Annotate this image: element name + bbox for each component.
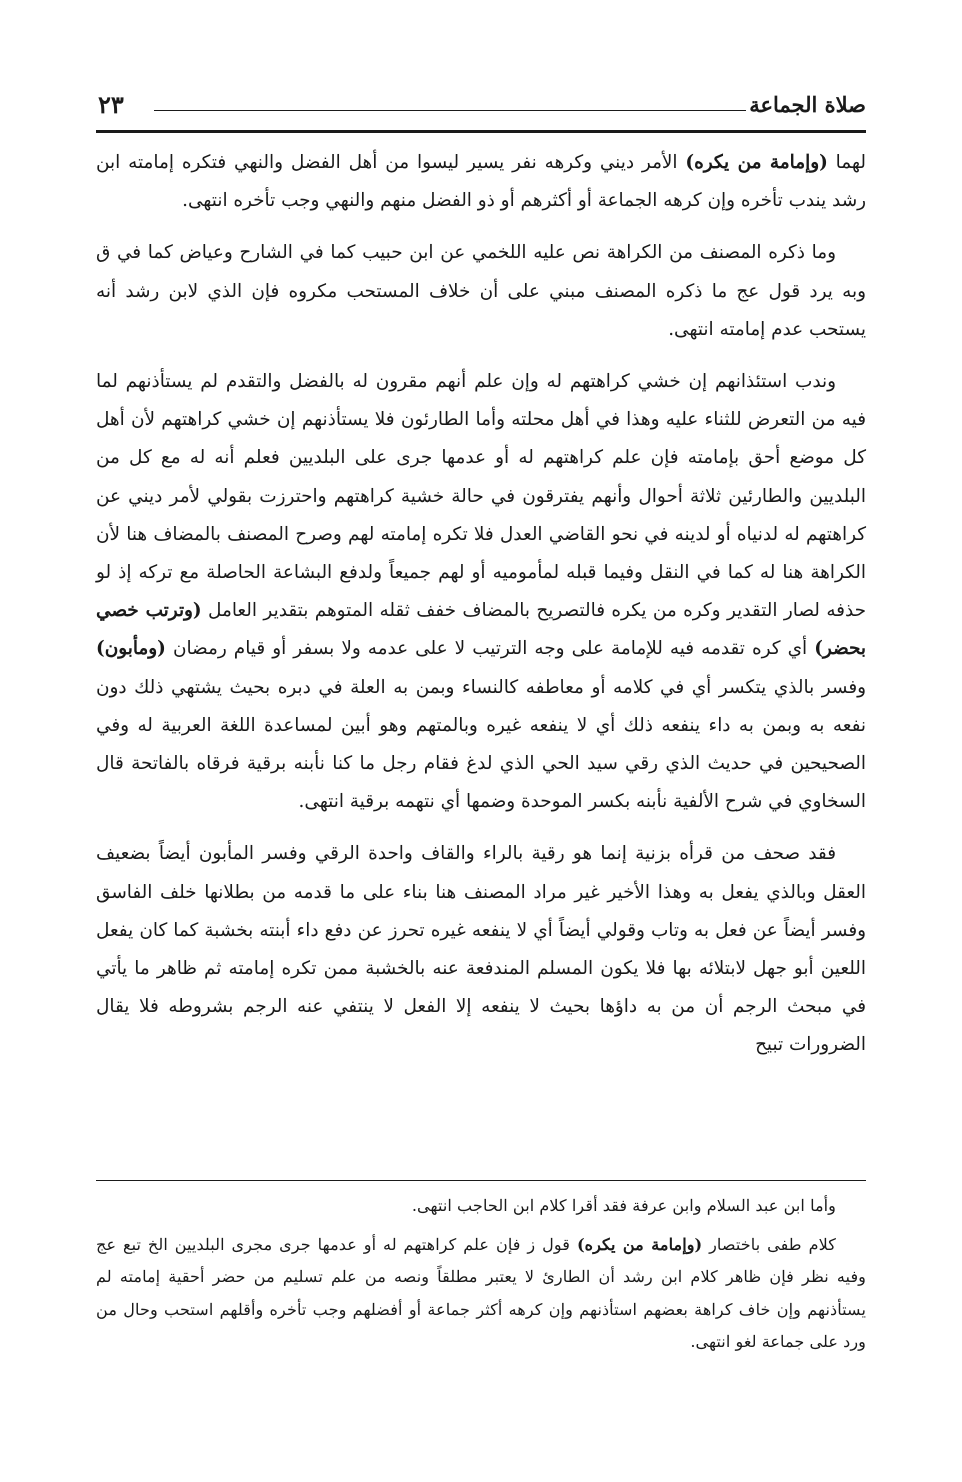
- commented-phrase: (وترتب خصي بحضر): [96, 600, 866, 660]
- paragraph-4: فقد صحف من قرأه بزنية إنما هو رقية بالراء والقاف واحدة الرقي وفسر المأبون أيضاً بضعيف العقل وبالذي يفعل به وهذا الأخير غير مراد المصنف هنا بناء على ما قدمه من بطلانها خلف الفاسق وفسر أيضاً عن فعل به وتاب وقولي أيضاً أي لا ينفعه غيره تحرز عن دفع داء أبنته بخشبة كما كان يفعل اللعين أبو جهل لابتلائه بها فلا يكون المسلم المندفعة عنه بالخشبة ممن تكره إمامته ثم ظاهر ما يأتي في مبحث الرجم أن من به داؤها بحيث لا ينفعه إلا الفعل لا ينتفي عنه الرجم بشروطه فلا يقال الضرورات تبيح: [96, 843, 866, 1056]
- main-text: [96, 144, 866, 1079]
- text-span: كلام طفى باختصار: [702, 1234, 836, 1254]
- footnotes: [96, 1190, 866, 1365]
- running-header: [96, 88, 866, 128]
- text-span: أي كره تقدمه فيه للإمامة على وجه الترتيب لا على عدمه ولا بسفر أو قيام رمضان: [165, 638, 815, 660]
- commented-phrase: (ومأبون): [96, 638, 166, 660]
- text-span: وفسر بالذي يتكسر أي في كلامه أو معاطفه كالنساء وبمن به العلة في دبره بحيث يشتهي ذلك دون نفعه به وبمن به داء ينفعه ذلك أي لا ينفعه غيره وبالمتهم وهو أبين لمساعدة اللغة العربية له وفي الصحيحين في حديث الذي رقي سيد الحي الذي لدغ فقام رجل ما كنا نأبنه برقية فرقاه بالفاتحة قال السخاوي في شرح الألفية نأبنه بكسر الموحدة وضمها أي نتهمه برقية انتهى.: [96, 676, 866, 813]
- footnote-1: وأما ابن عبد السلام وابن عرفة فقد أقرا كلام ابن الحاجب انتهى.: [411, 1196, 836, 1215]
- commented-phrase: (وإمامة من يكره): [685, 152, 828, 173]
- footnote-separator: [96, 1180, 866, 1181]
- header-divider: [96, 130, 866, 133]
- footnote-2: [96, 1229, 866, 1359]
- text-span: وندب استئذانهم إن خشي كراهتهم له وإن علم أنهم مقرون له بالفضل والتقدم لم يستأذنهم لما فيه من التعرض للثناء عليه وهذا في أهل محلته وأما الطارئون فلا يستأذنهم إن خشي كراهتهم لأن أهل كل موضع أحق بإمامته فإن علم كراهتهم له أو عدمها جرى على البلديين فعلم أنه له مع كل من البلديين والطارئين ثلاثة أحوال وأنهم يفترقون في حالة خشية كراهتهم واحترزت بقولي لأمر ديني عن كراهتهم له لدنياه أو لدينه في نحو القاضي العدل فلا تكره إمامته لهم وصرح المصنف بالمضاف هنا لأن الكراهة هنا له كما في النقل وفيما قبله لمأموميه أو لهم جميعاً ولدفع البشاعة الحاصلة مع تركه إذ لو حذفه لصار التقدير وكره من يكره فالتصريح بالمضاف خفف ثقله المتوهم بتقدير العامل: [96, 371, 866, 622]
- header-rule: [154, 110, 746, 111]
- paragraph-2: وما ذكره المصنف من الكراهة نص عليه اللخمي عن ابن حبيب كما في الشارح وعياض كما في ق وبه يرد قول عج ما ذكره المصنف مبني على أن خلاف المستحب مكروه فإن الذي لابن رشد أنه يستحب عدم إمامته انتهى.: [96, 242, 866, 340]
- chapter-title: صلاة الجماعة: [749, 92, 866, 117]
- book-page: [96, 80, 866, 1410]
- paragraph-3: [96, 363, 866, 821]
- page-number: ٢٣: [98, 90, 124, 119]
- paragraph-1: [96, 144, 866, 220]
- text-span: لهما: [827, 152, 866, 173]
- text-span: قول ز فإن علم كراهتهم له أو عدمها جرى مجرى البلديين الخ تبع عج وفيه نظر فإن ظاهر كلام ابن رشد أن الطارئ لا يعتبر مطلقاً ونصه من علم تسليم من حضر أحقية إمامته لم يستأذنهم وإن خاف كراهة بعضهم استأذنهم وإن كرهه أكثر جماعة أو أفضلهم وجب تأخره وأقلهم استحب وحال من ورد على جماعة لغو انتهى.: [96, 1234, 866, 1351]
- text-span: الأمر ديني وكرهه نفر يسير ليسوا من أهل الفضل والنهي فتكره إمامته ابن رشد يندب تأخره وإن كرهه الجماعة أو أكثرهم أو ذو الفضل منهم والنهي وجب تأخره انتهى.: [96, 152, 866, 212]
- commented-phrase: (وإمامة من يكره): [576, 1234, 703, 1254]
